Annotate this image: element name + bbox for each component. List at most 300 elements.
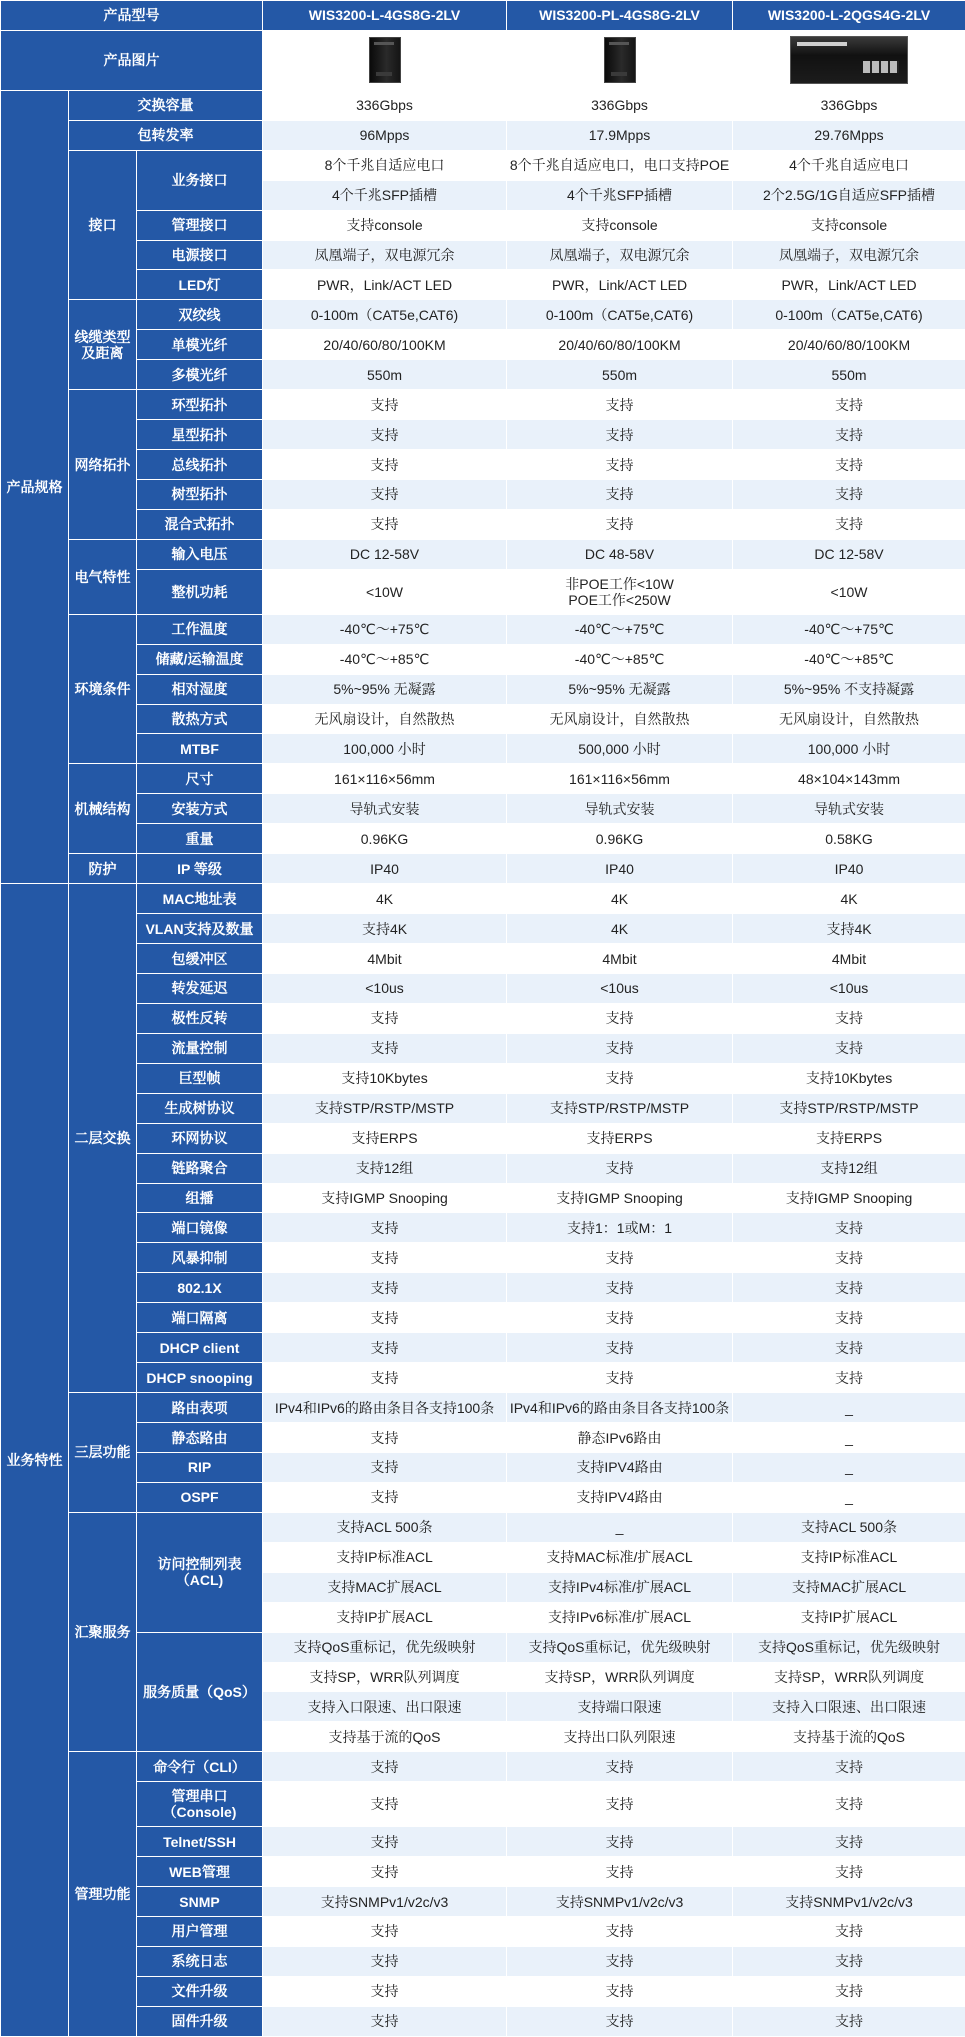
spec-value: 支持 xyxy=(507,1243,733,1273)
spec-value: 支持MAC扩展ACL xyxy=(733,1572,965,1602)
spec-label: 风暴抑制 xyxy=(137,1243,263,1273)
spec-value: 20/40/60/80/100KM xyxy=(263,330,507,360)
spec-row xyxy=(1,1033,965,1063)
spec-value: 支持IPv4标准/扩展ACL xyxy=(507,1572,733,1602)
model-header-label: 产品型号 xyxy=(1,1,263,31)
spec-value: 支持QoS重标记，优先级映射 xyxy=(733,1632,965,1662)
spec-row xyxy=(1,674,965,704)
spec-row xyxy=(1,1857,965,1887)
spec-row xyxy=(1,1093,965,1123)
spec-value: -40℃～+75℃ xyxy=(263,614,507,644)
spec-value: <10us xyxy=(733,973,965,1003)
spec-value: 支持 xyxy=(263,1946,507,1976)
spec-row xyxy=(1,1452,965,1482)
spec-label: OSPF xyxy=(137,1482,263,1512)
model-row xyxy=(1,1,965,31)
spec-value: 支持console xyxy=(507,210,733,240)
group-label: 三层功能 xyxy=(69,1393,137,1513)
spec-value: 支持 xyxy=(263,1213,507,1243)
spec-value: 支持 xyxy=(507,1752,733,1782)
spec-value: 支持 xyxy=(733,1333,965,1363)
spec-value: 支持MAC扩展ACL xyxy=(263,1572,507,1602)
product-image-cell xyxy=(507,30,733,90)
spec-label: 交换容量 xyxy=(69,90,263,120)
spec-value: 0.96KG xyxy=(263,824,507,854)
spec-value: 支持 xyxy=(733,1213,965,1243)
spec-label: MTBF xyxy=(137,734,263,764)
spec-value: 17.9Mpps xyxy=(507,120,733,150)
spec-value: 支持 xyxy=(733,1857,965,1887)
spec-label: 802.1X xyxy=(137,1273,263,1303)
spec-value: 支持 xyxy=(507,1003,733,1033)
spec-row xyxy=(1,150,965,180)
spec-value: 20/40/60/80/100KM xyxy=(507,330,733,360)
spec-value: _ xyxy=(507,1512,733,1542)
spec-label: 电源接口 xyxy=(137,240,263,270)
spec-value: 0.58KG xyxy=(733,824,965,854)
device-tower-icon xyxy=(604,37,636,83)
spec-value: 8个千兆自适应电口，电口支持POE xyxy=(507,150,733,180)
spec-value: 支持12组 xyxy=(733,1153,965,1183)
spec-label: 多模光纤 xyxy=(137,360,263,390)
product-image-cell xyxy=(263,30,507,90)
spec-row xyxy=(1,884,965,914)
spec-row xyxy=(1,1482,965,1512)
spec-label: 包转发率 xyxy=(69,120,263,150)
spec-value: 支持SNMPv1/v2c/v3 xyxy=(507,1887,733,1917)
spec-value: 支持 xyxy=(263,480,507,510)
spec-value: 静态IPv6路由 xyxy=(507,1423,733,1453)
spec-row xyxy=(1,824,965,854)
spec-row xyxy=(1,90,965,120)
spec-label: 组播 xyxy=(137,1183,263,1213)
spec-value: 凤凰端子，双电源冗余 xyxy=(263,240,507,270)
spec-value: 支持 xyxy=(733,1782,965,1827)
group-label: 线缆类型及距离 xyxy=(69,300,137,390)
spec-value: 支持IP标准ACL xyxy=(263,1542,507,1572)
spec-value: <10W xyxy=(733,569,965,614)
spec-value: 支持ERPS xyxy=(733,1123,965,1153)
spec-row xyxy=(1,704,965,734)
spec-value: 支持QoS重标记，优先级映射 xyxy=(507,1632,733,1662)
spec-row xyxy=(1,1782,965,1827)
spec-row xyxy=(1,330,965,360)
spec-row xyxy=(1,569,965,614)
spec-label: 重量 xyxy=(137,824,263,854)
spec-label: SNMP xyxy=(137,1887,263,1917)
spec-value: 支持IGMP Snooping xyxy=(263,1183,507,1213)
spec-row xyxy=(1,450,965,480)
spec-label: 星型拓扑 xyxy=(137,420,263,450)
spec-value: 4Mbit xyxy=(733,944,965,974)
spec-value: 550m xyxy=(263,360,507,390)
spec-label: DHCP client xyxy=(137,1333,263,1363)
spec-value: 导轨式安装 xyxy=(507,794,733,824)
spec-label: RIP xyxy=(137,1452,263,1482)
spec-value: 支持 xyxy=(263,509,507,539)
spec-value: 支持 xyxy=(733,1003,965,1033)
spec-label: IP 等级 xyxy=(137,854,263,884)
spec-value: 支持 xyxy=(507,1333,733,1363)
spec-value: 支持 xyxy=(733,450,965,480)
spec-value: 支持 xyxy=(263,1273,507,1303)
spec-label: 极性反转 xyxy=(137,1003,263,1033)
spec-label: 总线拓扑 xyxy=(137,450,263,480)
spec-label: LED灯 xyxy=(137,270,263,300)
spec-value: 支持QoS重标记，优先级映射 xyxy=(263,1632,507,1662)
spec-label: 生成树协议 xyxy=(137,1093,263,1123)
spec-value: PWR，Link/ACT LED xyxy=(733,270,965,300)
spec-value: -40℃～+85℃ xyxy=(507,644,733,674)
spec-value: 4个千兆自适应电口 xyxy=(733,150,965,180)
spec-value: 支持 xyxy=(263,1423,507,1453)
spec-row xyxy=(1,614,965,644)
spec-value: 支持 xyxy=(733,509,965,539)
spec-value: 336Gbps xyxy=(733,90,965,120)
spec-label: 服务质量（QoS） xyxy=(137,1632,263,1752)
spec-value xyxy=(507,569,733,614)
spec-value: 支持 xyxy=(507,1033,733,1063)
spec-value: 支持 xyxy=(263,1752,507,1782)
spec-value: 支持IPV4路由 xyxy=(507,1482,733,1512)
spec-value: 支持 xyxy=(263,1363,507,1393)
spec-value: 0-100m（CAT5e,CAT6) xyxy=(507,300,733,330)
spec-value: 支持 xyxy=(263,1003,507,1033)
spec-value: 凤凰端子，双电源冗余 xyxy=(507,240,733,270)
spec-label: 安装方式 xyxy=(137,794,263,824)
spec-row xyxy=(1,1063,965,1093)
spec-label: 转发延迟 xyxy=(137,973,263,1003)
spec-label: 散热方式 xyxy=(137,704,263,734)
spec-value: 支持SP，WRR队列调度 xyxy=(263,1662,507,1692)
spec-value: 支持 xyxy=(507,1946,733,1976)
group-label: 网络拓扑 xyxy=(69,390,137,540)
spec-value: 支持1：1或M：1 xyxy=(507,1213,733,1243)
spec-value: 100,000 小时 xyxy=(263,734,507,764)
spec-value: 支持 xyxy=(507,1363,733,1393)
spec-value: IPv4和IPv6的路由条目各支持100条 xyxy=(507,1393,733,1423)
spec-label: 文件升级 xyxy=(137,1976,263,2006)
spec-row xyxy=(1,1273,965,1303)
spec-value: 4Mbit xyxy=(263,944,507,974)
spec-row xyxy=(1,1887,965,1917)
spec-value: 支持端口限速 xyxy=(507,1692,733,1722)
spec-label: 固件升级 xyxy=(137,2006,263,2036)
device-tower-icon xyxy=(369,37,401,83)
spec-label: 业务接口 xyxy=(137,150,263,210)
spec-value: 支持4K xyxy=(733,914,965,944)
spec-value: 5%~95% 无凝露 xyxy=(263,674,507,704)
spec-label: 双绞线 xyxy=(137,300,263,330)
model-name: WIS3200-L-4GS8G-2LV xyxy=(263,1,507,31)
spec-row xyxy=(1,973,965,1003)
spec-value: 支持 xyxy=(507,1303,733,1333)
spec-value: 支持 xyxy=(263,1243,507,1273)
spec-value: DC 12-58V xyxy=(733,539,965,569)
spec-label: 流量控制 xyxy=(137,1033,263,1063)
spec-label: 路由表项 xyxy=(137,1393,263,1423)
spec-row xyxy=(1,1153,965,1183)
spec-row xyxy=(1,240,965,270)
spec-label: 单模光纤 xyxy=(137,330,263,360)
spec-row xyxy=(1,914,965,944)
spec-value: 支持console xyxy=(263,210,507,240)
spec-value: 0.96KG xyxy=(507,824,733,854)
spec-label: 系统日志 xyxy=(137,1946,263,1976)
spec-row xyxy=(1,120,965,150)
spec-row xyxy=(1,420,965,450)
spec-row xyxy=(1,1827,965,1857)
group-label: 电气特性 xyxy=(69,539,137,614)
spec-value: 支持IPv6标准/扩展ACL xyxy=(507,1602,733,1632)
spec-row xyxy=(1,1243,965,1273)
spec-value: 支持 xyxy=(733,2006,965,2036)
model-name: WIS3200-L-2QGS4G-2LV xyxy=(733,1,965,31)
spec-value: 支持出口队列限速 xyxy=(507,1722,733,1752)
spec-value: 凤凰端子，双电源冗余 xyxy=(733,240,965,270)
spec-row xyxy=(1,1213,965,1243)
spec-value: 336Gbps xyxy=(507,90,733,120)
spec-value: _ xyxy=(733,1482,965,1512)
product-image-cell xyxy=(733,30,965,90)
spec-value: 支持IGMP Snooping xyxy=(507,1183,733,1213)
spec-value: 支持 xyxy=(733,1976,965,2006)
spec-label: VLAN支持及数量 xyxy=(137,914,263,944)
spec-value: IP40 xyxy=(263,854,507,884)
spec-value: 支持 xyxy=(507,450,733,480)
spec-value: 支持 xyxy=(263,390,507,420)
spec-label: 巨型帧 xyxy=(137,1063,263,1093)
spec-value: 支持IGMP Snooping xyxy=(733,1183,965,1213)
spec-value: 4Mbit xyxy=(507,944,733,974)
spec-row xyxy=(1,764,965,794)
spec-value-line: 非POE工作<10W xyxy=(509,576,730,592)
spec-label: 树型拓扑 xyxy=(137,480,263,510)
spec-value: 161×116×56mm xyxy=(507,764,733,794)
spec-label: WEB管理 xyxy=(137,1857,263,1887)
spec-label: 混合式拓扑 xyxy=(137,509,263,539)
group-label: 环境条件 xyxy=(69,614,137,764)
spec-value: 支持10Kbytes xyxy=(263,1063,507,1093)
spec-value: 支持ACL 500条 xyxy=(733,1512,965,1542)
spec-value: 支持 xyxy=(263,1033,507,1063)
spec-value: 支持console xyxy=(733,210,965,240)
spec-value: 支持SP，WRR队列调度 xyxy=(507,1662,733,1692)
spec-value: 支持STP/RSTP/MSTP xyxy=(733,1093,965,1123)
spec-value: 4K xyxy=(263,884,507,914)
spec-value: 支持ERPS xyxy=(263,1123,507,1153)
spec-value: IP40 xyxy=(733,854,965,884)
spec-label: 访问控制列表（ACL) xyxy=(137,1512,263,1632)
spec-value: 支持SNMPv1/v2c/v3 xyxy=(263,1887,507,1917)
spec-value: 支持基于流的QoS xyxy=(733,1722,965,1752)
spec-label: 环网协议 xyxy=(137,1123,263,1153)
spec-value: <10W xyxy=(263,569,507,614)
spec-label: 储藏/运输温度 xyxy=(137,644,263,674)
spec-value: 支持 xyxy=(263,1333,507,1363)
spec-value-line: POE工作<250W xyxy=(509,592,730,608)
spec-row xyxy=(1,1917,965,1947)
section-label: 产品规格 xyxy=(1,90,69,883)
spec-row xyxy=(1,644,965,674)
image-row xyxy=(1,30,965,90)
spec-value: 支持 xyxy=(507,420,733,450)
spec-value: 支持ACL 500条 xyxy=(263,1512,507,1542)
spec-row xyxy=(1,1423,965,1453)
spec-value: 支持 xyxy=(263,1976,507,2006)
spec-row xyxy=(1,210,965,240)
spec-value: 支持 xyxy=(263,420,507,450)
spec-value: -40℃～+85℃ xyxy=(263,644,507,674)
spec-value: 支持4K xyxy=(263,914,507,944)
spec-value: 支持MAC标准/扩展ACL xyxy=(507,1542,733,1572)
spec-value: 支持 xyxy=(507,1063,733,1093)
spec-value: 96Mpps xyxy=(263,120,507,150)
spec-value: 支持 xyxy=(733,1917,965,1947)
spec-label: 整机功耗 xyxy=(137,569,263,614)
spec-row xyxy=(1,944,965,974)
spec-value: 支持 xyxy=(507,1857,733,1887)
spec-row xyxy=(1,300,965,330)
spec-value: 支持 xyxy=(263,1452,507,1482)
spec-row xyxy=(1,1123,965,1153)
spec-value: 0-100m（CAT5e,CAT6) xyxy=(733,300,965,330)
spec-value: DC 48-58V xyxy=(507,539,733,569)
group-label: 二层交换 xyxy=(69,884,137,1393)
spec-label: 包缓冲区 xyxy=(137,944,263,974)
spec-value: 支持IP扩展ACL xyxy=(733,1602,965,1632)
spec-value: 支持 xyxy=(733,1946,965,1976)
spec-value: 导轨式安装 xyxy=(733,794,965,824)
spec-label: 相对湿度 xyxy=(137,674,263,704)
spec-value: 支持 xyxy=(507,1273,733,1303)
spec-row xyxy=(1,1003,965,1033)
spec-value: 500,000 小时 xyxy=(507,734,733,764)
spec-row xyxy=(1,1333,965,1363)
spec-value: 支持STP/RSTP/MSTP xyxy=(507,1093,733,1123)
spec-value: -40℃～+85℃ xyxy=(733,644,965,674)
spec-row xyxy=(1,390,965,420)
spec-value: 48×104×143mm xyxy=(733,764,965,794)
spec-value: 4K xyxy=(507,914,733,944)
spec-value: IPv4和IPv6的路由条目各支持100条 xyxy=(263,1393,507,1423)
spec-value: 550m xyxy=(733,360,965,390)
spec-value: _ xyxy=(733,1423,965,1453)
spec-row xyxy=(1,1303,965,1333)
spec-label: 静态路由 xyxy=(137,1423,263,1453)
spec-value: 支持 xyxy=(507,1153,733,1183)
spec-value: 支持12组 xyxy=(263,1153,507,1183)
spec-row xyxy=(1,1393,965,1423)
spec-value: PWR，Link/ACT LED xyxy=(507,270,733,300)
spec-value: 支持入口限速、出口限速 xyxy=(733,1692,965,1722)
spec-label: Telnet/SSH xyxy=(137,1827,263,1857)
spec-value: 支持 xyxy=(507,390,733,420)
spec-value: 支持10Kbytes xyxy=(733,1063,965,1093)
spec-row xyxy=(1,1183,965,1213)
spec-value: 支持 xyxy=(733,1273,965,1303)
spec-label: 管理串口（Console) xyxy=(137,1782,263,1827)
spec-label: 尺寸 xyxy=(137,764,263,794)
spec-row xyxy=(1,1976,965,2006)
spec-row xyxy=(1,1363,965,1393)
group-label: 汇聚服务 xyxy=(69,1512,137,1752)
spec-label: 输入电压 xyxy=(137,539,263,569)
spec-row xyxy=(1,2006,965,2036)
spec-row xyxy=(1,539,965,569)
spec-value: 支持入口限速、出口限速 xyxy=(263,1692,507,1722)
spec-value: 支持 xyxy=(263,1782,507,1827)
spec-value: 支持IPV4路由 xyxy=(507,1452,733,1482)
spec-value: 支持 xyxy=(507,2006,733,2036)
spec-value: 无风扇设计，自然散热 xyxy=(507,704,733,734)
model-name: WIS3200-PL-4GS8G-2LV xyxy=(507,1,733,31)
spec-value: 支持 xyxy=(733,1752,965,1782)
spec-label: 端口镜像 xyxy=(137,1213,263,1243)
spec-value: _ xyxy=(733,1393,965,1423)
spec-value: PWR，Link/ACT LED xyxy=(263,270,507,300)
spec-value: 支持STP/RSTP/MSTP xyxy=(263,1093,507,1123)
image-header-label: 产品图片 xyxy=(1,30,263,90)
spec-value: 支持基于流的QoS xyxy=(263,1722,507,1752)
spec-row xyxy=(1,1946,965,1976)
spec-value: 2个2.5G/1G自适应SFP插槽 xyxy=(733,180,965,210)
spec-row xyxy=(1,270,965,300)
spec-row xyxy=(1,509,965,539)
group-label: 接口 xyxy=(69,150,137,300)
spec-row xyxy=(1,1752,965,1782)
spec-value: 支持 xyxy=(263,1303,507,1333)
spec-label: 用户管理 xyxy=(137,1917,263,1947)
spec-value: -40℃～+75℃ xyxy=(733,614,965,644)
spec-value: 4K xyxy=(733,884,965,914)
spec-value: 支持 xyxy=(733,480,965,510)
spec-value: 支持 xyxy=(263,1917,507,1947)
spec-value: 550m xyxy=(507,360,733,390)
section-label: 业务特性 xyxy=(1,884,69,2037)
spec-value: 支持IP标准ACL xyxy=(733,1542,965,1572)
spec-value: 8个千兆自适应电口 xyxy=(263,150,507,180)
spec-value: -40℃～+75℃ xyxy=(507,614,733,644)
spec-value: 161×116×56mm xyxy=(263,764,507,794)
spec-value: 支持 xyxy=(507,509,733,539)
spec-value: IP40 xyxy=(507,854,733,884)
spec-row xyxy=(1,1512,965,1542)
spec-value: 5%~95% 不支持凝露 xyxy=(733,674,965,704)
spec-value: _ xyxy=(733,1452,965,1482)
spec-value: 导轨式安装 xyxy=(263,794,507,824)
group-label: 防护 xyxy=(69,854,137,884)
spec-row xyxy=(1,734,965,764)
spec-row xyxy=(1,854,965,884)
spec-value: 支持 xyxy=(733,1363,965,1393)
spec-label: 管理接口 xyxy=(137,210,263,240)
spec-value: 5%~95% 无凝露 xyxy=(507,674,733,704)
group-label: 管理功能 xyxy=(69,1752,137,2036)
spec-value: 支持SNMPv1/v2c/v3 xyxy=(733,1887,965,1917)
spec-value: 支持 xyxy=(263,2006,507,2036)
spec-table-body xyxy=(1,1,965,2037)
spec-value: 支持 xyxy=(507,1917,733,1947)
spec-label: DHCP snooping xyxy=(137,1363,263,1393)
spec-value: 支持IP扩展ACL xyxy=(263,1602,507,1632)
spec-value: 无风扇设计，自然散热 xyxy=(733,704,965,734)
spec-row xyxy=(1,480,965,510)
spec-value: 20/40/60/80/100KM xyxy=(733,330,965,360)
spec-value: <10us xyxy=(507,973,733,1003)
spec-value: 支持 xyxy=(507,1782,733,1827)
spec-row xyxy=(1,1632,965,1662)
